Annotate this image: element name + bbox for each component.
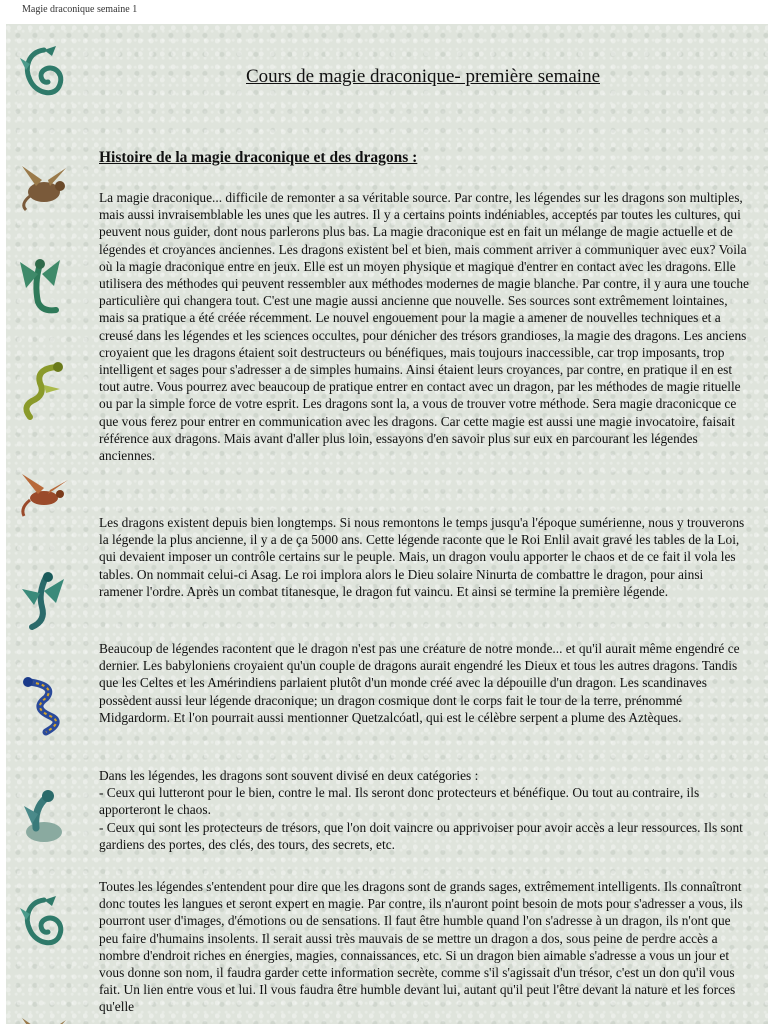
paragraph-magic-origin: La magie draconique... difficile de remonter a sa véritable source. Par contre, les légendes sur les dragons son multiples, mais aussi invraisemblable les unes que les autres. Il y a certains points indéniables, acceptés par toutes les cultures, qui peuvent nous guider, dont nous parlerons plus bas. La magie draconique est en fait un mélange de magie actuelle et de légendes et croyances anciennes. Les dragons existent bel et bien, mais comment arriver a communiquer avec eux? Voila où la magie draconique entre en jeux. Elle est un moyen physique et magique d'entrer en contact avec les dragons. Elle utilisera des méthodes qui peuvent ressembler aux méthodes modernes de magie blanche. Par contre, il y aura une touche particulière qui changera tout. C'est une magie aussi ancienne que nouvelle. Ses sources sont extrêmement lointaines, mais sa pratique a été créée récemment. Le nouvel engouement pour la magie a amener de nouvelles techniques et a creusé dans les légendes et les sciences occultes, pour dénicher des trésors grandioses, la magie des dragons. Les anciens croyaient que les dragons étaient soit destructeurs ou bénéfiques, mais toujours inaccessible, car trop imposants, trop intelligent et sages pour s'adresser a de simples humains. Ainsi étaient leurs croyances, par contre, en pratique il en est tout autre. Vous pourrez avec beaucoup de pratique entrer en contact avec un dragon, par les méthodes de magie rituelle ou par la simple force de votre esprit. Les dragons sont la, a vous de trouver votre méthode. Sera magie draconicque ce que vous ferez pour entrer en communication avec les dragons. Car cette magie est aussi une magie invocatoire, faisait référence aux dragons. Mais avant d'aller plus loin, essayons d'en savoir plus sur eux en parcourant les légendes anciennes. — [99, 190, 749, 464]
teal-hatchling-dragon-icon — [16, 784, 72, 848]
dragon-decoration-column — [6, 24, 86, 1024]
paragraph-creation-legends: Beaucoup de légendes racontent que le dragon n'est pas une créature de notre monde... et qu'il aurait même engendré ce dernier. Les babyloniens croyaient qu'un couple de dragons aurait engendré les Dieux et tous les autres dragons. Tandis que les Celtes et les Amérindiens parlaient plutôt d'un monde créé avec la dépouille d'un dragon. Les scandinaves possèdent aussi leur légende draconique; un dragon cosmique dont le corps fait le tour de la terre, prénommé Midgardorm. Et l'on pourrait aussi mentionner Quetzalcóatl, qui est le célèbre serpent a plume des Aztèques. — [99, 641, 740, 725]
page-header-bar — [0, 0, 768, 24]
brown-winged-dragon-icon — [16, 1006, 72, 1024]
paragraph-dragon-wisdom: Toutes les légendes s'entendent pour dire que les dragons sont de grands sages, extrêmement intelligents. Ils connaîtront donc toutes les langues et seront expert en magie. Par contre, ils n'auront point besoin de mots pour s'adresser a vous, ils pourront user d'images, d'émotions ou de sensations. Il faut être humble quand l'on s'adresse à un dragon, ils n'ont que peu faire d'humains insolents. Il serait aussi très mauvais de se mettre un dragon a dos, sous peine de perdre accès a nombre d'endroit riches en énergies, magies, connaissances, etc. Si un dragon bien aimable s'adresse a vous un jour et vous donne son nom, il faudra garder cette information secrète, comme s'il s'agissait d'un trésor, c'est un don qu'il vous fait. Un lien entre vous et lui. Il vous faudra être humble devant lui, autant qu'il peut l'être devant la nature et les forces qu'elle — [99, 879, 743, 1015]
yellow-serpent-dragon-icon — [16, 359, 72, 423]
page-title: Cours de magie draconique- première semaine — [246, 66, 600, 87]
red-flying-dragon-icon — [16, 464, 72, 528]
paragraph-sumerian-legend: Les dragons existent depuis bien longtemps. Si nous remontons le temps jusqu'a l'époque sumérienne, nous y trouverons la légende la plus ancienne, il y a de ça 5000 ans. Cette légende raconte que le Roi Enlil avait gravé les tables de la Loi, qui devaient imposer un contrôle certains sur le peuple. Mais, un dragon voulu apporter le chaos et de ce fait il vola les tables. On nommait celui-ci Asag. Le roi implora alors le Dieu solaire Ninurta de combattre le dragon, pour ainsi ramener l'ordre. Après un combat titanesque, le dragon fut vaincu. Et ainsi se termine la première légende. — [99, 515, 745, 599]
teal-rearing-dragon-icon — [16, 569, 72, 633]
blue-gold-eastern-dragon-icon — [16, 674, 72, 738]
section-heading: Histoire de la magie draconique et des dragons : — [99, 149, 418, 166]
brown-winged-dragon-icon — [16, 154, 72, 218]
green-standing-dragon-icon — [16, 254, 72, 318]
paragraph-dragon-categories: Dans les légendes, les dragons sont souvent divisé en deux catégories : - Ceux qui lutteront pour le bien, contre le mal. Ils seront donc protecteurs et bénéfique. Ou tout au contraire, ils apporteront le chaos. - Ceux qui sont les protecteurs de trésors, que l'on doit vaincre ou apprivoiser pour avoir accès a leur ressources. Ils sont gardiens des portes, des clés, des tours, des secrets, etc. — [99, 768, 743, 852]
document-page — [6, 24, 768, 1024]
page-header-title: Magie draconique semaine 1 — [22, 4, 138, 15]
coiled-green-dragon-icon — [16, 894, 72, 958]
coiled-green-dragon-icon — [16, 44, 72, 108]
